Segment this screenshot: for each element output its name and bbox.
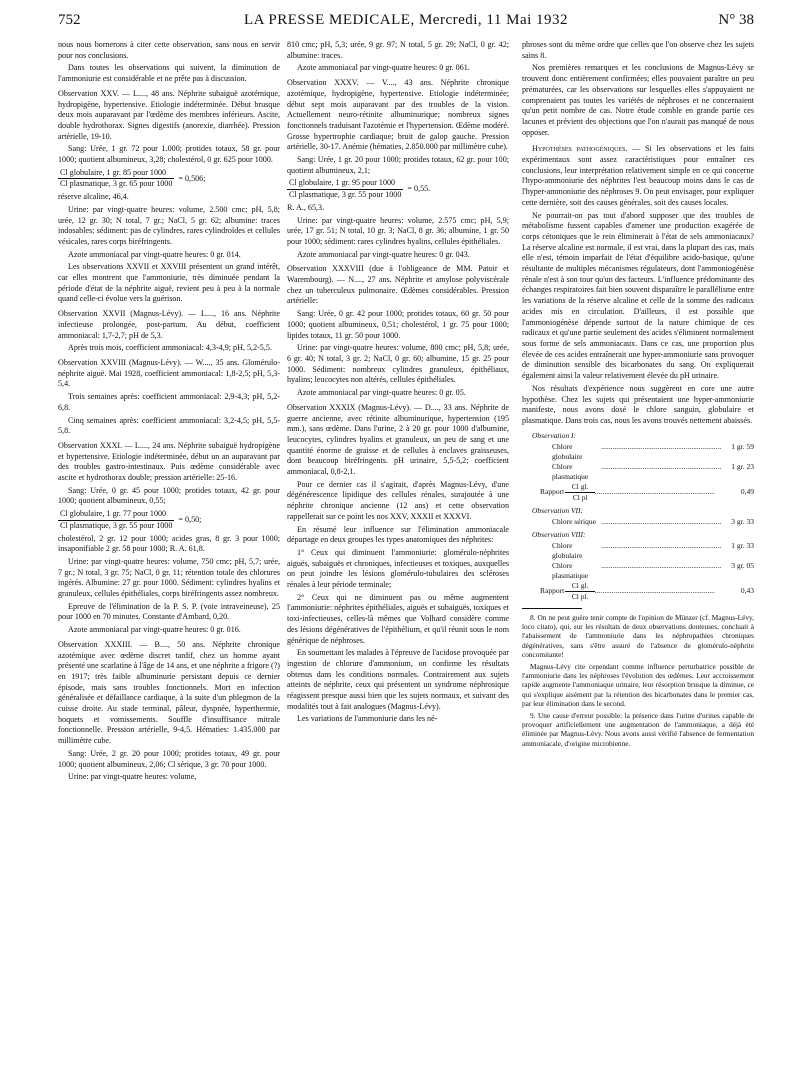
section-heading: Hypothèses pathogéniques. [532, 144, 628, 154]
obs35-blood: Sang: Urée, 1 gr. 20 pour 1000; protides totaux, 62 gr. pour 100; quotient albumineux, 2,1; [287, 155, 509, 175]
ratio-denominator: Cl plasmatique, 3 gr. 55 pour 1000 [289, 190, 402, 200]
observation-28: Observation XXVIII (Magnus-Lévy). — W...., 35 ans. Glomérulo-néphrite aiguë. Mai 1928, coefficient ammoniacal: 1,8-2,5; pH, 5,3-5,4. [58, 357, 280, 389]
paragraph: Nos résultats d'expérience nous suggèrent en core une autre hypothèse. Chez les sujets qui présentaient une hyper-ammoniurie manifeste, nous avons dosé le chlore sanguin, globulaire et plasmatique. Dans trois cas, nous les avons trouvés nettement abaissés. [522, 383, 754, 425]
leader-dots: ................................................................ [594, 586, 715, 596]
row-label: Chlore plasmatique [552, 560, 589, 580]
ratio-denominator: Cl plasmatique, 3 gr. 65 pour 1000 [60, 179, 173, 189]
paragraph: — Si les observations et les faits expérimentaux sont assez caractéristiques pour entraîner ces conclusions, leur interprétation relativement simple en ce qui concerne l'hypo-ammoniurie des néphrites l'est beaucoup moins dans le cas de l'hyper-ammoniurie des néphroses 9. On peut envisager, pour expliquer cette dernière, soit des causes générales, soit des causes locales. [522, 144, 754, 207]
obs38-blood: Sang: Urée, 0 gr. 42 pour 1000; protides totaux, 60 gr. 50 pour 1000; quotient albumineux, 0,51; cholestérol, 1 gr. 75 pour 1000; lipides totaux, 11 gr. 50 pour 1000. [287, 309, 509, 340]
chlorine-table [522, 431, 754, 602]
obs25-urine: Urine: par vingt-quatre heures: volume, 2.500 cmc; pH, 5,8; urée, 12 gr. 30; N total, 7 gr.; NaCl, 5 gr. 62; albumine: traces indosables; sédiment: pas de cylindres, rares cylindroïdes et cellules vésicales, rares corps biréfringents. [58, 204, 280, 246]
obs38-urine: Urine: par vingt-quatre heures: volume, 800 cmc; pH, 5,8; urée, 6 gr. 40; N total, 3 gr. 2; NaCl, 0 gr. 60; albumine, 15 gr. 25 pour 1000. Sédiment: nombreux cylindres granuleux, épithéliaux, hyalins; leucocytes non altérés, cellules épithéliales. [287, 343, 509, 385]
paragraph: R. A., 65,3. [287, 202, 325, 212]
paragraph: Les observations XXVII et XXVIII présentent un grand intérêt, car elles montrent que l'ammoniurie, très diminuée pendant la période d'état de la néphrite aiguë, revient peu à peu à la normale quand celle-ci évolue vers la guérison. [58, 262, 280, 304]
ratio-numerator: Cl gl. [565, 581, 594, 592]
obs33-urine: Urine: par vingt-quatre heures: volume, [68, 772, 197, 782]
leader-dots: ................................................................ [594, 487, 715, 497]
column-left [58, 40, 280, 785]
journal-title: LA PRESSE MEDICALE, Mercredi, 11 Mai 1932 [243, 12, 569, 28]
footnote-9: 9. Une cause d'erreur possible: la présence dans l'urine d'urines capable de provoquer artificiellement une augmentation de l'ammoniaque, a déjà été éliminée par Magnus-Lévy. Nous avons aussi vérifié l'absence de fermentation ammoniacale, d'origine microbienne. [522, 710, 754, 748]
ratio-value: = 0,506; [178, 173, 206, 183]
ratio-numerator: Cl globulaire, 1 gr. 95 pour 1000 [287, 178, 403, 190]
ratio-numerator: Cl gl. [565, 482, 594, 493]
paragraph: phroses sont du même ordre que celles que l'on observe chez les sujets sains 8. [522, 40, 754, 60]
obs25-ammonia: Azote ammoniacal par vingt-quatre heures: 0 gr. 014. [68, 249, 241, 259]
obs33-blood: Sang: Urée, 2 gr. 20 pour 1000; protides totaux, 49 gr. pour 1000; quotient albumineux, 2,06; Cl sérique, 3 gr. 70 pour 1000. [58, 748, 280, 769]
paragraph: réserve alcaline, 46,4. [58, 192, 129, 202]
paragraph: nous nous bornerons à citer cette observation, sans nous en servir pour nos conclusions. [58, 40, 280, 60]
table-caption: Observation VII: [532, 505, 584, 515]
column-middle [287, 40, 509, 727]
paragraph: Après trois mois, coefficient ammoniacal: 4,3-4,9; pH, 5,2-5,5. [68, 343, 272, 353]
table-row [522, 462, 754, 482]
leader-dots: ................................................................ [601, 441, 722, 451]
ratio-numerator: Cl globulaire, 1 gr. 85 pour 1000 [58, 168, 174, 180]
observation-39: Observation XXXIX (Magnus-Lévy). — D...., 33 ans. Néphrite de guerre ancienne, avec rétinite albuminurique, hypertension (195 mm.), sans œdème. Dans l'urine, 2 à 20 gr. pour 1000 d'albumine, leucocytes, cylindres hyalins et granuleux, un peu de sang et une quantité énorme de graisse et de cellules à enclaves graisseuses, dont beaucoup biréfringents. pH urinaire, 5,5-5,2; coefficient ammoniacal, 0,8-2,1. [287, 402, 509, 477]
paragraph: Epreuve de l'élimination de la P. S. P. (voie intraveineuse), 25 pour 1000 en 70 minutes. Constante d'Ambard, 0,20. [58, 601, 280, 622]
footnote-divider [522, 608, 582, 609]
paragraph: cholestérol, 2 gr. 12 pour 1000; acides gras, 8 gr. 3 pour 1000; insaponifiable 2 gr. 58 pour 1000; R. A. 61,8. [58, 533, 280, 554]
ratio-numerator: Cl globulaire, 1 gr. 77 pour 1000 [58, 509, 174, 521]
ratio-value: = 0,50; [178, 514, 202, 524]
leader-dots: ................................................................ [601, 540, 722, 550]
table-row [522, 442, 754, 462]
table-caption: Observation VIII: [532, 529, 586, 539]
obs31-urine: Urine: par vingt-quatre heures: volume, 750 cmc; pH, 5,7; urée, 7 gr.; N total, 3 gr. 75; NaCl, 0 gr. 11; rétention totale des chlorures ingérés. Albumine: 27 gr. pour 1000. Sédiment: cylindres hyalins et granuleux, cellules épithéliales, corps biréfringents assez nombreux. [58, 556, 280, 599]
paragraph: Pour ce dernier cas il s'agirait, d'après Magnus-Lévy, d'une dégénérescence lipidique des cellules rénales, surajoutée à une néphrite chronique ancienne (12 ans) et cette observation rappellerait sur ce point les nos XXV, XXXII et XXXVI. [287, 479, 509, 521]
ratio-denominator: Cl plasmatique, 3 gr. 55 pour 1000 [60, 520, 173, 530]
row-label: Rapport [540, 586, 565, 596]
observation-33: Observation XXXIII. — B...., 50 ans. Néphrite chronique azotémique avec œdème discret tardif, chez un homme ayant présenté une scarlatine à l'âge de 14 ans, et une néphrite a frigore (?) en 1917; très faible albuminurie persistant depuis ce dernier épisode, mais sans troubles fonctionnels. Mort en infection généralisée et défaillance cardiaque, à la suite d'un phlegmon de la cuisse droite. Au stade terminal, pâleur, dyspnée, hyperthermie, hoquets et vomissements. Souffle d'insuffisance mitrale fonctionnelle. Pression artérielle, 9-4,5. Hématies: 1.435.000 par millimètre cube. [58, 639, 280, 746]
paragraph: Dans toutes les observations qui suivent, la diminution de l'ammoniurie est considérable et ne prête pas à discussion. [58, 63, 280, 84]
paragraph: Nos premières remarques et les conclusions de Magnus-Lévy se trouvent donc entièrement confirmées; elles pouvaient paraître un peu prématurées, car les observations sur lesquelles elles s'appuyaient ne comprenaient pas toutes les variétés de néphroses et ne concernaient qu'un petit nombre de cas. Notre étude comble en grande partie ces lacunes et prévient des objections que l'on n'aurait pas manqué de nous opposer. [522, 63, 754, 137]
obs35-urine: Urine: par vingt-quatre heures: volume, 2.575 cmc; pH, 5,9; urée, 17 gr. 51; N total, 10 gr. 3; NaCl, 8 gr. 36; albumine, 1 gr. 50 pour 1000; sédiment: rares cylindres hyalins, cellules épithéliales. [287, 215, 509, 246]
row-label: Chlore globulaire [552, 540, 583, 560]
footnotes [522, 613, 754, 749]
section-hypotheses [522, 144, 754, 208]
row-value: 0,43 [740, 586, 754, 596]
ratio-denominator: Cl pl [572, 492, 588, 502]
page-number: 752 [58, 12, 81, 28]
table-row [522, 541, 754, 561]
leader-dots: ................................................................ [601, 516, 722, 526]
paragraph: Azote ammoniacal par vingt-quatre heures: 0 gr. 061. [297, 63, 470, 73]
row-label: Rapport [540, 487, 565, 497]
row-value: 0,49 [740, 487, 754, 497]
leader-dots: ................................................................ [601, 461, 722, 471]
issue-number: N° 38 [718, 12, 754, 28]
obs31-chlorine-ratio [58, 509, 280, 531]
row-label: Chlore sérique [552, 516, 596, 526]
row-value: 1 gr. 23 [731, 461, 754, 471]
obs31-ammonia: Azote ammoniacal par vingt-quatre heures: 0 gr. 016. [68, 625, 241, 635]
footnote-8: 8. On ne peut guère tenir compte de l'opinion de Münzer (cf. Magnus-Lévy, loco citato), qui, sur les résultats de deux observations douteuses, concluait à l'abaissement de l'ammoniurie dans les néphropathies chroniques dégénératives, sans s'être assuré de l'absence de glomérulo-néphrite concomitante! [522, 612, 754, 660]
observation-25: Observation XXV. — L...., 48 ans. Néphrite subaiguë azotémique, hydropigène, hypertensive. Etiologie indéterminée. Début brusque deux mois auparavant par l'œdème des membres inférieurs. Ascite, double hydrothorax. Signes digestifs (anorexie, diarrhée). Pression artérielle, 19-10. [58, 88, 280, 141]
paragraph: En soumettant les malades à l'épreuve de l'acidose provoquée par ingestion de chlorure d'ammonium, on confirme les résultats obtenus dans les conditions normales. Contrairement aux sujets atteints de néphrite, ceux qui présentent un syndrome néphrosique réagissent presque aussi bien que les sujets normaux, et suivant des modalités tout à fait analogues (Magnus-Lévy). [287, 648, 509, 711]
paragraph: Les variations de l'ammoniurie dans les né- [297, 714, 438, 724]
paragraph: Cinq semaines après: coefficient ammoniacal: 3,2-4,5; pH, 5,5-5,8. [58, 415, 280, 436]
observation-35: Observation XXXV. — V...., 43 ans. Néphrite chronique azotémique, hydropigène, hypertensive. Etiologie indéterminée; début sept mois auparavant par des troubles de la vision. Actuellement neuro-rétinite albuminurique; nombreux signes fonctionnels traduisant l'azotémie et l'hypertension. Œdème modéré. Grosse hypertrophie cardiaque; bruit de galop gauche. Pression artérielle, 30-17. Anémie (hématies, 2.850.000 par millimètre cube). [287, 78, 509, 152]
obs35-chlorine-ratio [287, 178, 509, 200]
row-label: Chlore globulaire [552, 441, 583, 461]
column-right [522, 40, 754, 750]
row-label: Chlore plasmatique [552, 461, 589, 481]
table-ratio-row [522, 581, 754, 602]
paragraph: Ne pourrait-on pas tout d'abord supposer que des troubles de métabolisme fussent capables d'amener une production exagérée de corps cétoniques que le rein éliminerait à l'état de sels ammoniacaux? La réserve alcaline est normale, il est vrai, dans la plupart des cas, mais elle n'est, témoin imparfait de l'état d'équilibre acido-basique, qu'une résultante de multiples mécanismes régulateurs, dont l'ammoniogénèse rénale n'est à son tour qu'un des facteurs. L'influence prédominante des échanges respiratoires fait bien souvent disparaître le parallélisme entre les variations de la réserve alcaline et celle de la somme des radicaux acides mis en circulation. D'ailleurs, il est possible que l'ammoniogénèse dépende surtout de la nature chimique de ces radicaux et qu'une partie seulement des acides s'éliminent normalement sous forme de sels ammoniacaux. Dans ce cas, une proportion plus élevée de ces acides entraînerait une hyper-ammoniurie sans provoquer de diminution sensible des bicarbonates du sang. On expliquerait également ainsi la valeur relativement élevée du pH urinaire. [522, 210, 754, 381]
table-row [522, 517, 754, 527]
row-value: 1 gr. 33 [731, 540, 754, 550]
observation-27: Observation XXVII (Magnus-Lévy). — L...., 16 ans. Néphrite infectieuse prolongée, post-partum. Au début, coefficient ammoniacal: 1,7-2,7; pH de 5,3. [58, 309, 280, 340]
paragraph: En résumé leur influence sur l'élimination ammoniacale départage en deux groupes les types anatomiques des néphrites: [287, 524, 509, 545]
row-value: 3 gr. 05 [731, 560, 754, 570]
footnote-8b: Magnus-Lévy cite cependant comme influence perturbatrice possible de l'ammoniurie dans les néphroses l'évolution des œdèmes. Leur accroissement rapide augmente l'ammoniaque urinaire, leur résorption brusque la diminue, ce qui s'explique aisément par la rétention des bicarbonates dans le premier cas, par leur élimination dans le second. [522, 661, 754, 709]
observation-38: Observation XXXVIII (due à l'obligeance de MM. Patoir et Warembourg). — N...., 27 ans. Néphrite et amylose polyviscérale chez un tuberculeux pulmonaire. Œdèmes considérables. Pression artérielle: [287, 264, 509, 306]
leader-dots: ................................................................ [601, 560, 722, 570]
obs38-ammonia: Azote ammoniacal par vingt-quatre heures: 0 gr. 05. [297, 388, 466, 398]
paragraph: 810 cmc; pH, 5,3; urée, 9 gr. 97; N total, 5 gr. 29; NaCl, 0 gr. 42; albumine: traces. [287, 40, 509, 60]
ratio-denominator: Cl pl. [571, 591, 589, 601]
page-header [58, 10, 754, 32]
observation-31: Observation XXXI. — L...., 24 ans. Néphrite subaiguë hydropigène et hypertensive. Etiologie indéterminée, début un an auparavant par des troubles gastro-intestinaux. Puis œdème considérable avec ascite et hydrothorax double; pression artérielle: 25-16. [58, 440, 280, 483]
obs25-chlorine-ratio [58, 168, 280, 190]
table-row [522, 561, 754, 581]
obs31-blood: Sang: Urée, 0 gr. 45 pour 1000; protides totaux, 42 gr. pour 1000; quotient albumineux, 0,55; [58, 485, 280, 506]
paragraph: 1° Ceux qui diminuent l'ammoniurie: glomérulo-néphrites aiguës, subaiguës et chroniques, infectieuses et toxiques, auxquelles on peut joindre les lésions glomérulo-tubulaires des scléroses rénales à leur période terminale; [287, 547, 509, 590]
paragraph: Trois semaines après: coefficient ammoniacal: 2,9-4,3; pH, 5,2-6,8. [58, 392, 280, 412]
obs35-ammonia: Azote ammoniacal par vingt-quatre heures: 0 gr. 043. [297, 249, 470, 259]
table-ratio-row [522, 482, 754, 503]
obs25-blood: Sang: Urée, 1 gr. 72 pour 1.000; protides totaux, 58 gr. pour 1000; quotient albumineux, 3,28; cholestérol, 0 gr. 625 pour 1000. [58, 144, 280, 165]
row-value: 3 gr. 33 [731, 516, 754, 526]
paragraph: 2° Ceux qui ne diminuent pas ou même augmentent l'ammoniurie: néphrites épithéliales, aiguës et subaiguës, toxiques et toxi-infectieuses, celles-là mêmes que Volhard considère comme des lésions dégénératives de l'épithélium, et qu'il réunit sous le nom générique de néphroses. [287, 592, 509, 645]
table-caption: Observation I: [532, 430, 576, 440]
row-value: 1 gr. 59 [731, 441, 754, 451]
ratio-value: = 0,55. [407, 184, 431, 194]
